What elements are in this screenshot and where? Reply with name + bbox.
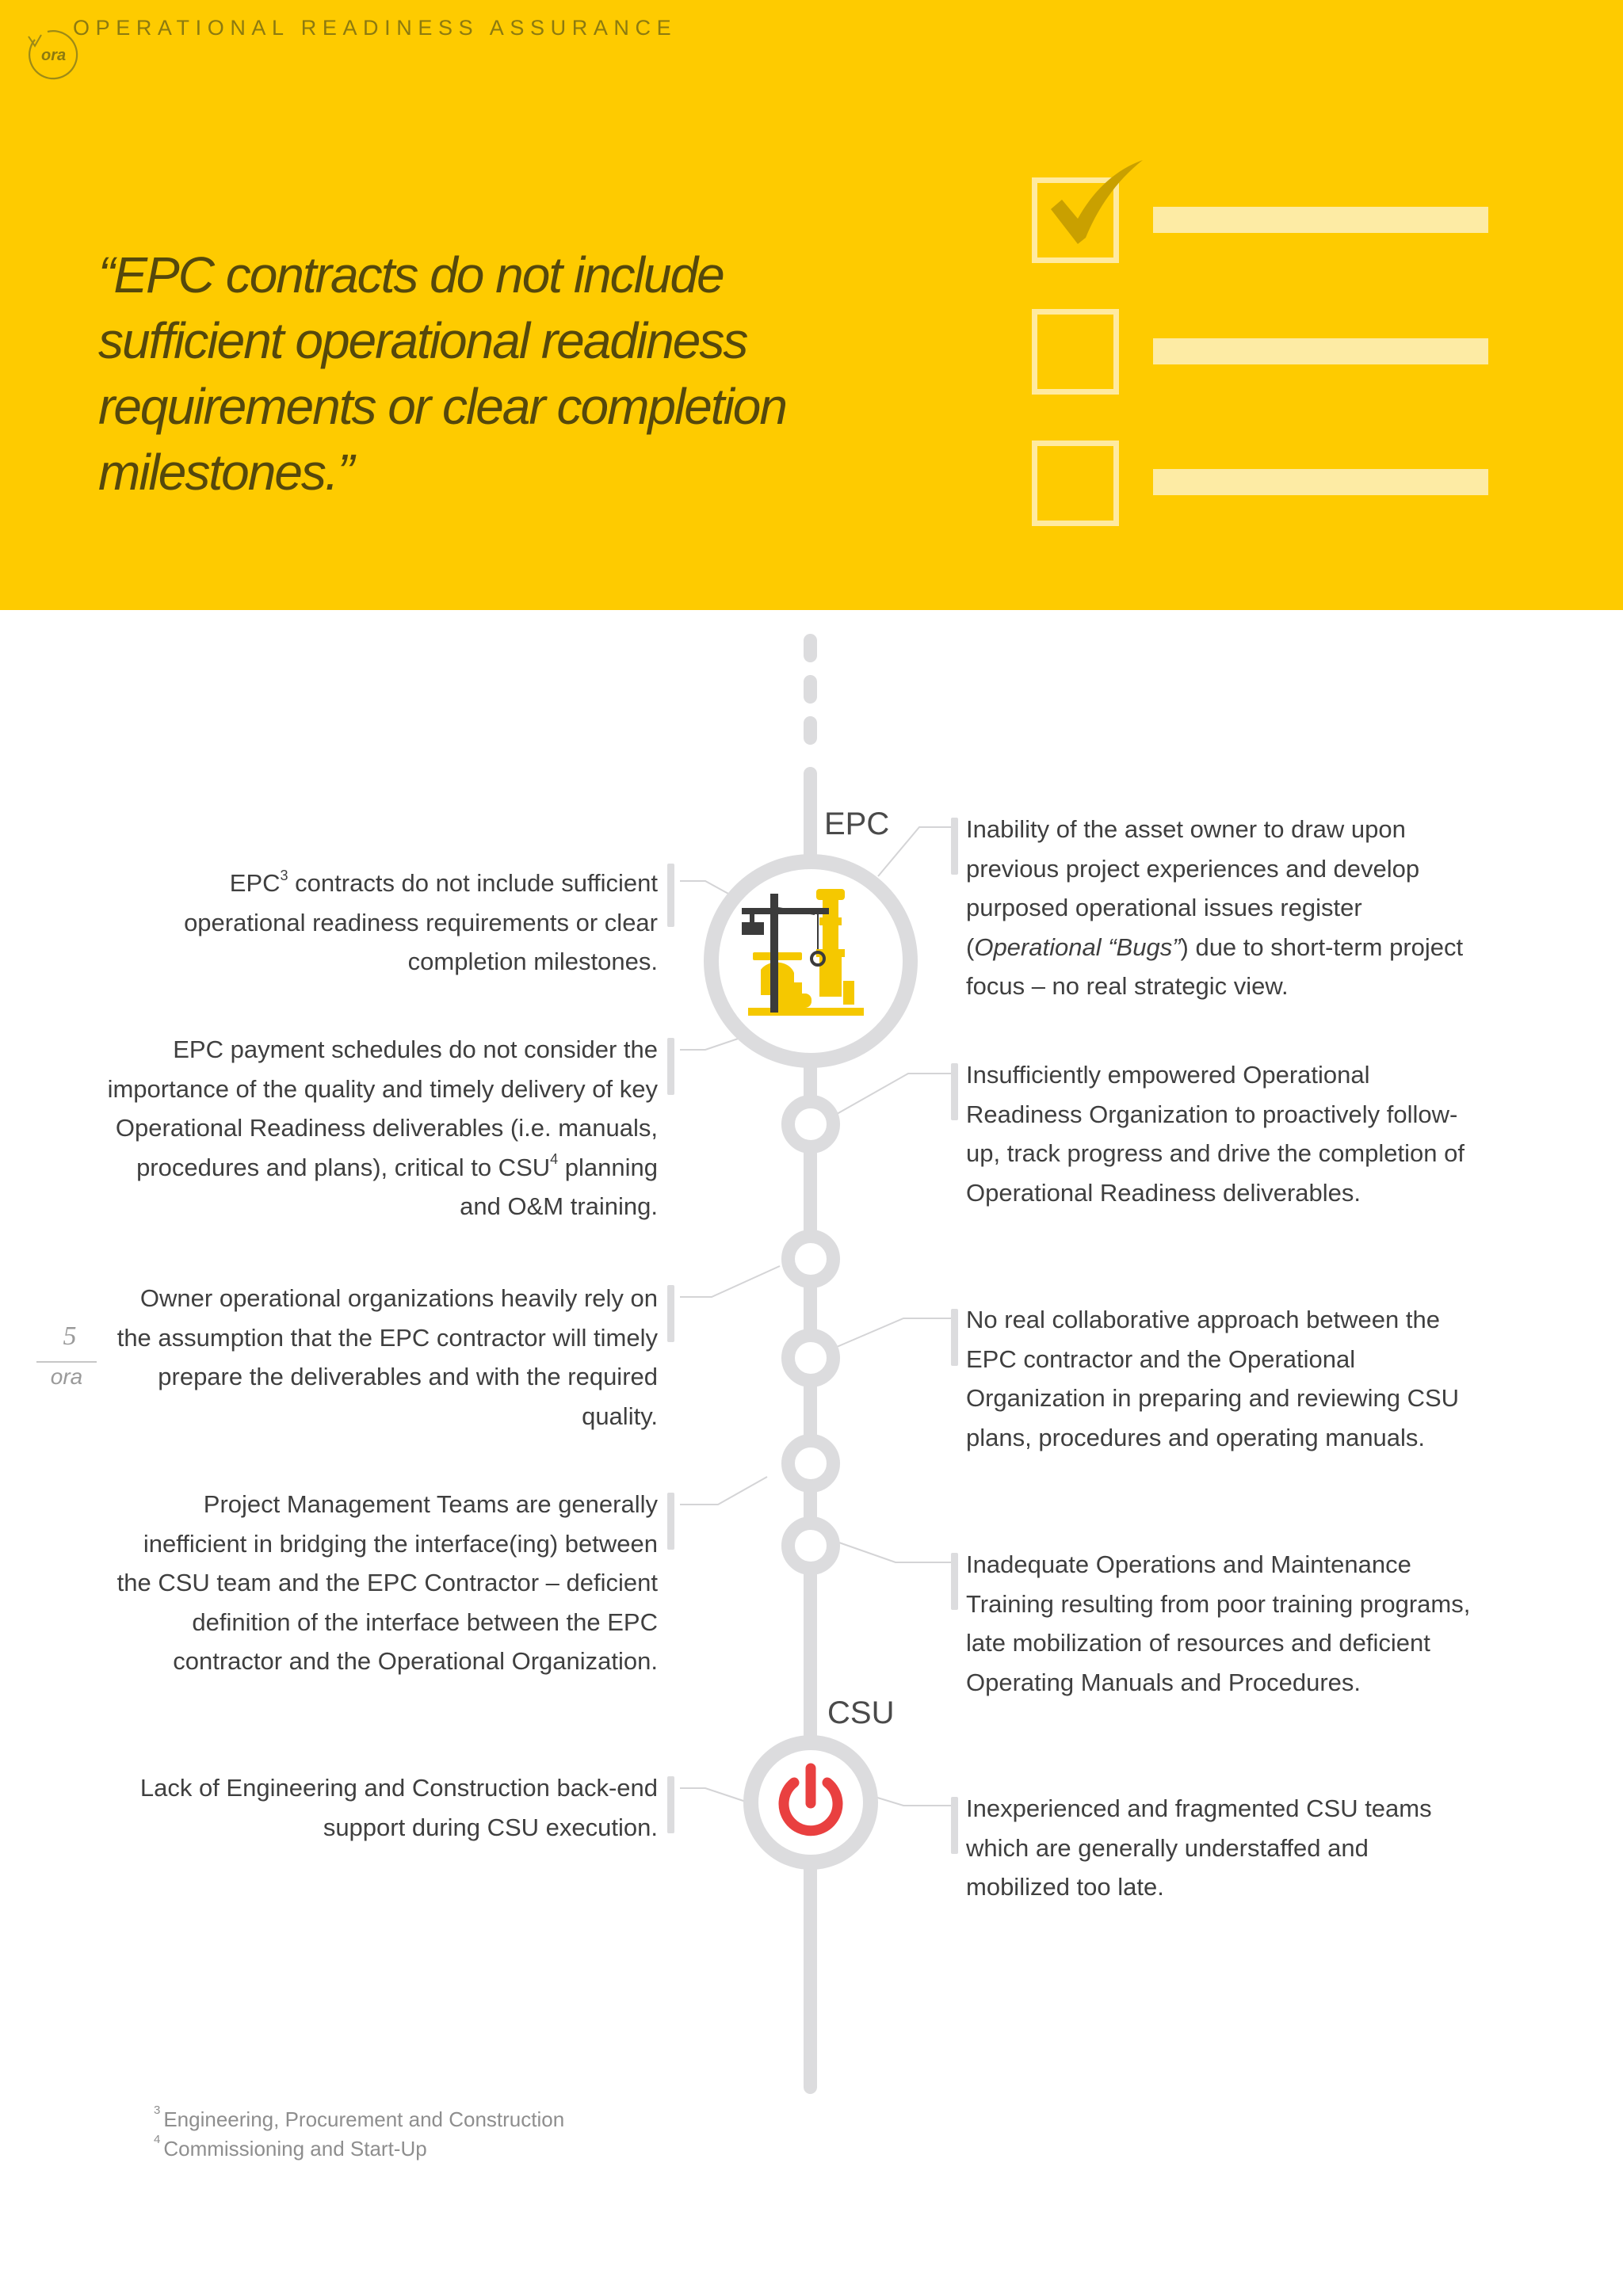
left-item-4: Project Management Teams are generally inefficient in bridging the interface(ing) between the CSU team and the EPC Contractor – deficient definition of the interface between the EPC contractor and the Operational Organization. xyxy=(116,1490,658,1675)
item-bracket xyxy=(667,1776,674,1833)
ora-logo-text: ora xyxy=(41,47,67,64)
item-bracket xyxy=(667,1285,674,1342)
footnote-3: $^3$ Engineering, Procurement and Construction xyxy=(154,2103,565,2131)
epc-stage-label: EPC xyxy=(824,807,890,841)
footnote-4: $^4$ Commissioning and Start-Up xyxy=(154,2133,427,2161)
left-item-2: EPC payment schedules do not consider the importance of the quality and timely delivery of key Operational Readiness deliverables (i.e. manuals, procedures and plans), critical to CSU$^4$ planning and O&M training. xyxy=(107,1035,658,1220)
item-bracket xyxy=(951,818,958,875)
page-number: 5 xyxy=(63,1322,77,1351)
operational-bugs-term: Operational “Bugs” xyxy=(974,933,1181,961)
left-item-1: EPC$^3$ contracts do not include sufficient operational readiness requirements or clear completion milestones. xyxy=(184,867,658,975)
footnote-ref-3: 3 xyxy=(280,867,288,883)
power-icon xyxy=(773,1762,848,1841)
document-title: OPERATIONAL READINESS ASSURANCE xyxy=(73,16,678,40)
right-item-2: Insufficiently empowered Operational Readiness Organization to proactively follow-up, track progress and drive the completion of Operational Readiness deliverables. xyxy=(966,1061,1465,1207)
item-bracket xyxy=(951,1797,958,1854)
item-bracket xyxy=(667,1038,674,1095)
page-brand: ora xyxy=(50,1364,83,1389)
item-bracket xyxy=(951,1063,958,1120)
timeline-node xyxy=(781,1095,840,1154)
left-item-3: Owner operational organizations heavily rely on the assumption that the EPC contractor will timely prepare the deliverables and with the required quality. xyxy=(116,1284,658,1430)
construction-crane-icon xyxy=(737,886,869,1028)
page-number-divider xyxy=(36,1361,97,1363)
item-bracket xyxy=(667,1493,674,1550)
item-bracket xyxy=(667,864,674,927)
item-bracket xyxy=(951,1553,958,1610)
footnote-ref-4: 4 xyxy=(550,1151,559,1168)
left-item-5: Lack of Engineering and Construction back-end support during CSU execution. xyxy=(139,1774,658,1841)
timeline-node xyxy=(781,1329,840,1387)
csu-stage-label: CSU xyxy=(827,1695,895,1730)
timeline-node xyxy=(781,1230,840,1288)
right-item-4: Inadequate Operations and Maintenance Training resulting from poor training programs, late mobilization of resources and deficient Operating Manuals and Procedures. xyxy=(966,1550,1471,1696)
right-item-5: Inexperienced and fragmented CSU teams which are generally understaffed and mobilized too late. xyxy=(966,1794,1432,1901)
timeline-node xyxy=(781,1434,840,1493)
right-item-1: Inability of the asset owner to draw upon previous project experiences and develop purposed operational issues register (Operational “Bugs”) due to short-term project focus – no real strategic view. xyxy=(966,815,1464,1000)
pull-quote: “EPC contracts do not include sufficient operational readiness requirements or clear completion milestones.” xyxy=(98,246,786,501)
item-bracket xyxy=(951,1309,958,1366)
right-item-3: No real collaborative approach between the EPC contractor and the Operational Organization in preparing and reviewing CSU plans, procedures and operating manuals. xyxy=(966,1306,1460,1451)
timeline-node xyxy=(781,1516,840,1575)
